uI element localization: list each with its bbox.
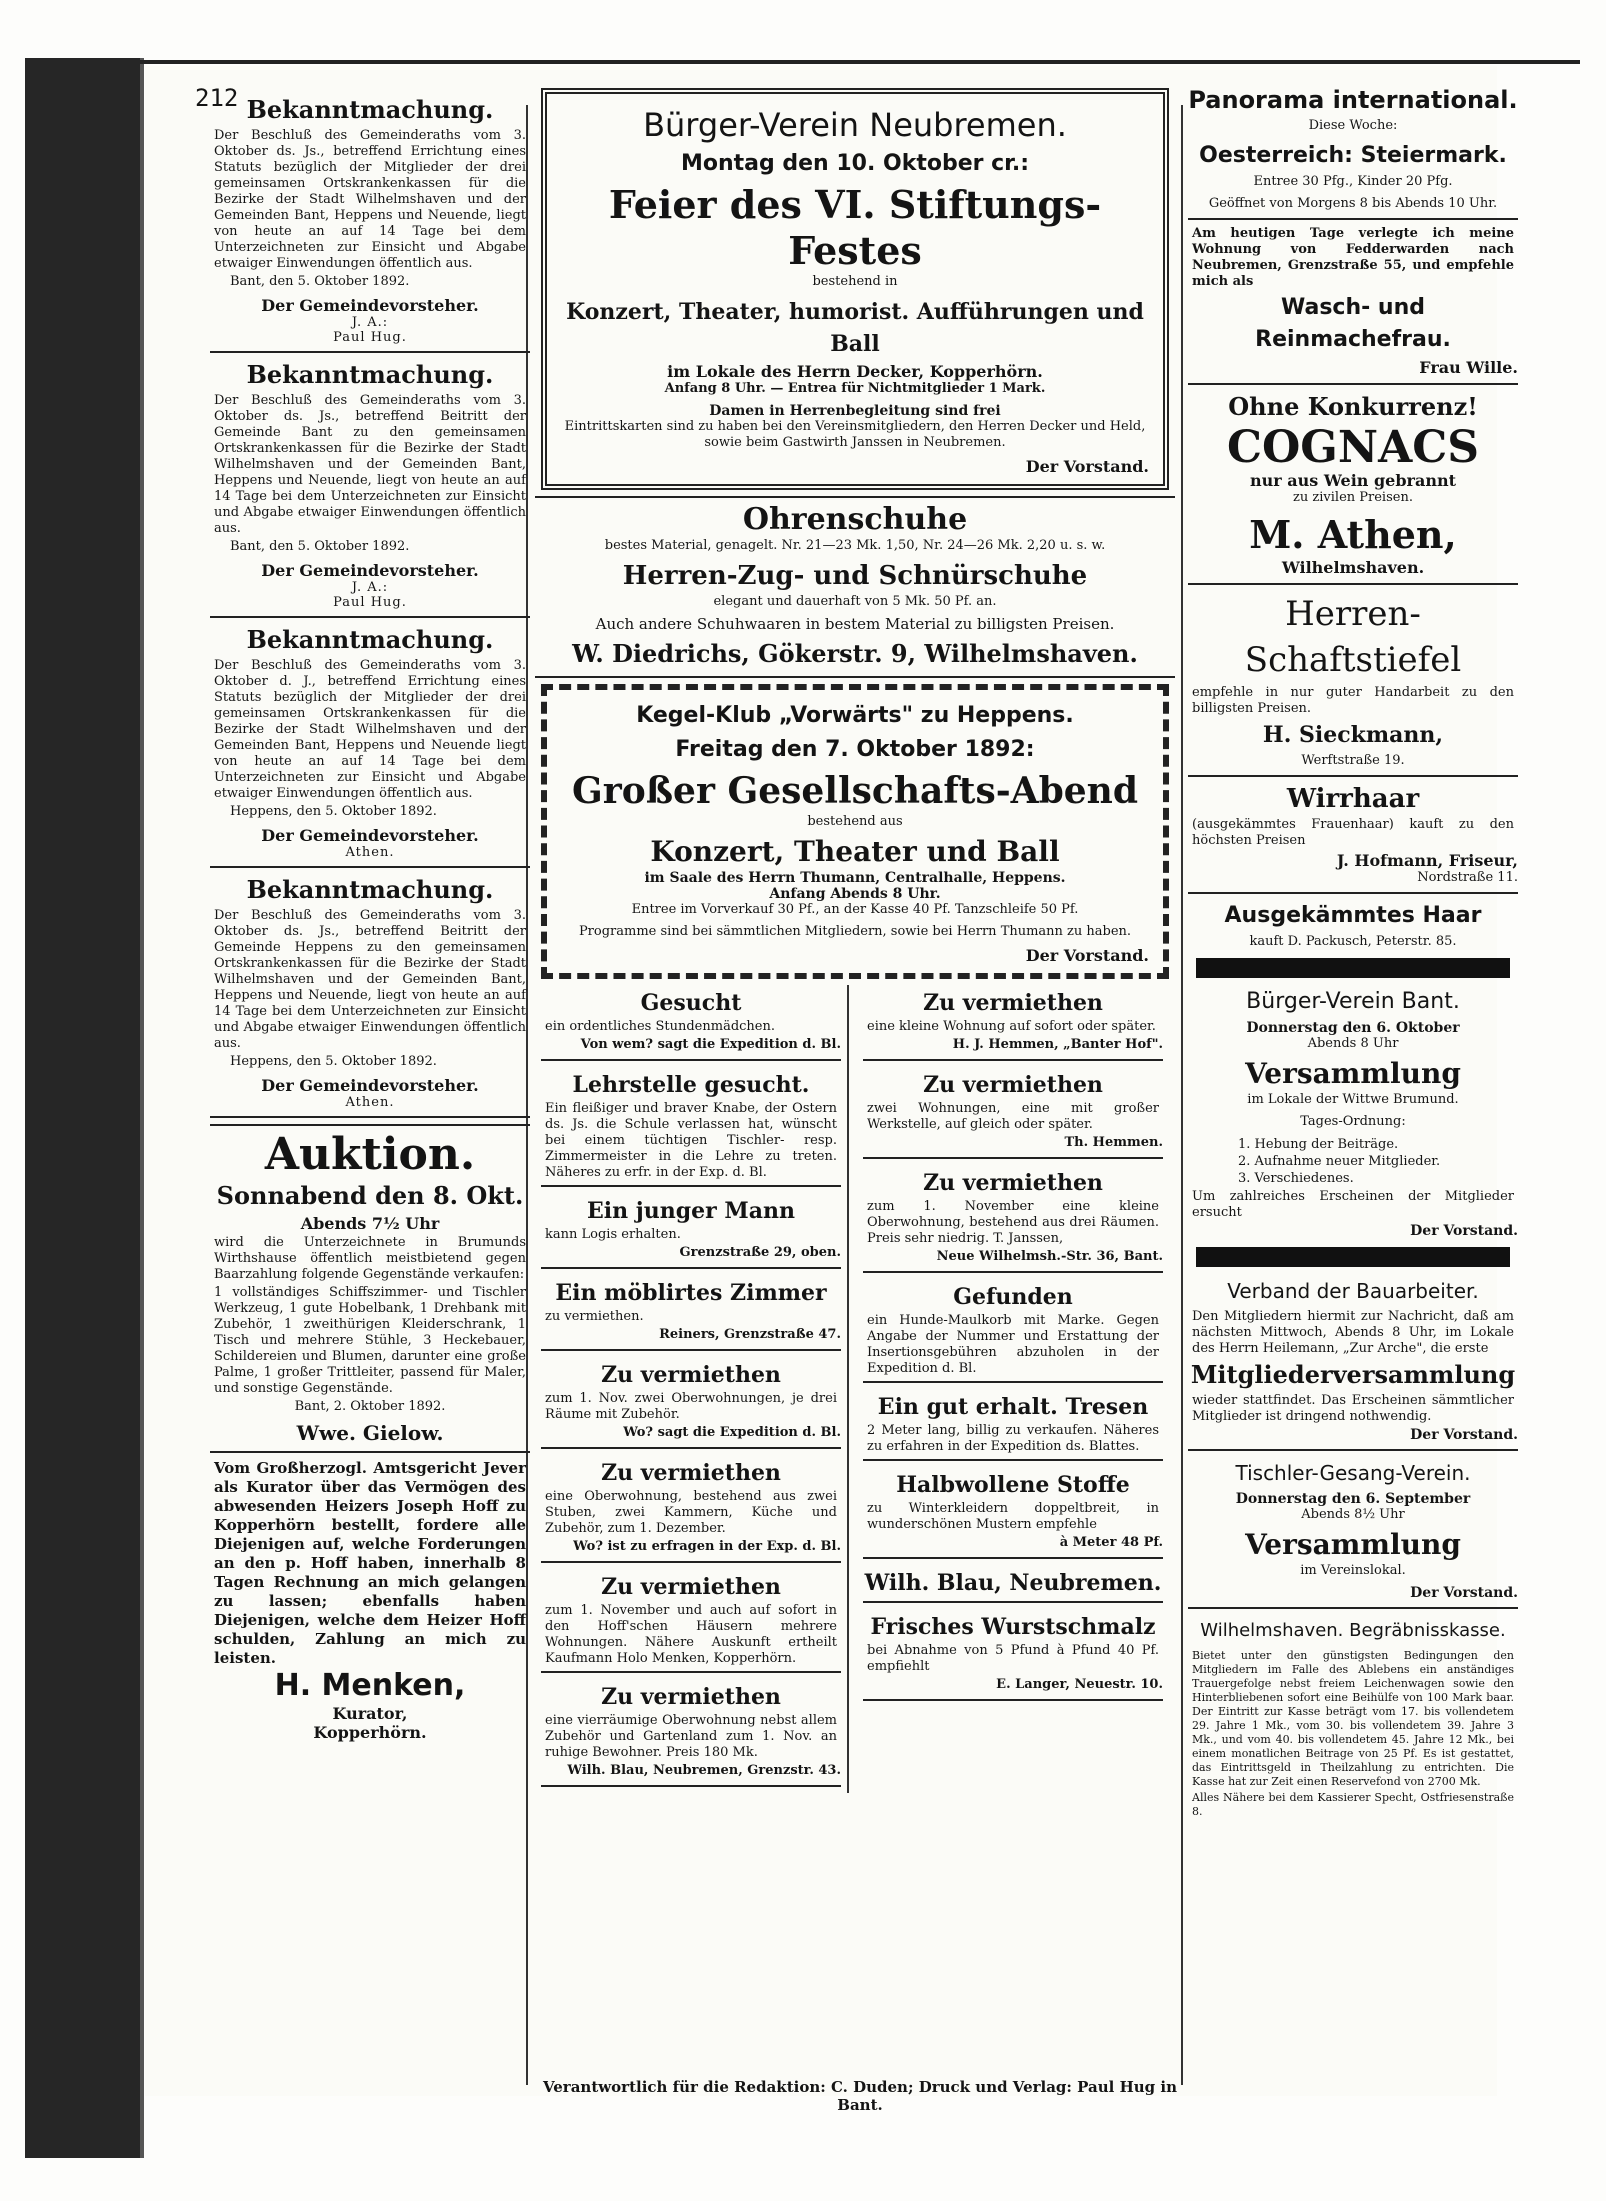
bant-event: Versammlung	[1245, 1057, 1461, 1090]
verein-neubremen-ad	[541, 88, 1169, 490]
notice	[210, 94, 530, 353]
divider	[863, 1601, 1163, 1603]
panorama-entry: Entree 30 Pfg., Kinder 20 Pfg.	[1253, 174, 1453, 189]
classified-ad	[857, 1609, 1169, 1707]
kegel-klub-ad	[541, 684, 1169, 979]
wirrhaar-body: (ausgekämmtes Frauenhaar) kauft zu den höchsten Preisen	[1192, 817, 1514, 848]
divider	[541, 1349, 841, 1351]
kasse-title: Wilhelmshaven. Begräbnisskasse.	[1200, 1620, 1506, 1641]
kegel-event: Großer Gesellschafts-Abend	[571, 770, 1138, 812]
panorama-title: Panorama international.	[1188, 86, 1518, 114]
ad-title: Zu vermiethen	[601, 1574, 781, 1600]
verein-sig: Der Vorstand.	[1025, 457, 1149, 476]
kegel-programs: Programme sind bei sämmtlichen Mitgliedern, sowie bei Herrn Thumann zu haben.	[578, 924, 1132, 939]
kegel-bestehend: bestehend aus	[807, 814, 903, 829]
agenda-item: 2. Aufnahme neuer Mitglieder.	[1238, 1154, 1441, 1169]
notice-date: Heppens, den 5. Oktober 1892.	[230, 1054, 437, 1069]
notice-date: Bant, den 5. Oktober 1892.	[230, 274, 410, 289]
auction-time: Abends 7½ Uhr	[300, 1214, 440, 1233]
cognac-l2: COGNACS	[1226, 422, 1480, 473]
auction-date: Sonnabend den 8. Okt.	[216, 1181, 524, 1210]
cognac-l1: Ohne Konkurrenz!	[1228, 392, 1478, 421]
kegel-title: Kegel-Klub „Vorwärts" zu Heppens.	[636, 703, 1074, 728]
verein-start: Anfang 8 Uhr. — Entrea für Nichtmitglieder 1 Mark.	[664, 381, 1046, 396]
notice-sig: Der Gemeindevorsteher.	[261, 1076, 479, 1095]
auction-sig: Wwe. Gielow.	[296, 1421, 444, 1445]
divider	[541, 1059, 841, 1061]
panorama-hours: Geöffnet von Morgens 8 bis Abends 10 Uhr.	[1208, 196, 1498, 211]
ad-body: 2 Meter lang, billig zu verkaufen. Näheres zu erfahren in der Expedition ds. Blattes.	[867, 1423, 1159, 1454]
divider	[541, 1185, 841, 1187]
notice-body: Der Beschluß des Gemeinderaths vom 3. Oktober ds. Js., betreffend Beitritt der Gemeinde Bant zu den gemeinsamen Ortskrankenkassen für die Bezirke der Stadt Wilhelmshaven und der Gemeinden Bant, Heppens und Neuende, liegt von heute an auf 14 Tage bei dem Unterzeichneten zur Einsicht und Abgabe etwaiger Einwendungen öffentlich aus.	[214, 393, 526, 536]
ad-body: ein Hunde-Maulkorb mit Marke. Gegen Angabe der Nummer und Erstattung der Insertionsgebühren abzuholen in der Expedition d. Bl.	[867, 1313, 1159, 1376]
classified-ad	[857, 985, 1169, 1067]
classified-ad	[535, 1275, 847, 1357]
classified-ad	[857, 1467, 1169, 1565]
tischler-place: im Vereinslokal.	[1300, 1563, 1406, 1578]
kurator-place: Kopperhörn.	[313, 1723, 427, 1742]
ad-body: ein ordentliches Stundenmädchen.	[545, 1019, 775, 1034]
ad-title: Gesucht	[640, 990, 742, 1016]
kurator-body: Vom Großherzogl. Amtsgericht Jever als Kurator über das Vermögen des abwesenden Heizers Joseph Hoff zu Kopperhörn bestellt, fordere alle Diejenigen auf, welche Forderungen an den p. Hoff haben, innerhalb 8 Tagen Rechnung an mich gelangen zu lassen; ebenfalls haben Diejenigen, welche dem Heizer Hoff schulden, Zahlung an mich zu leisten.	[214, 1459, 526, 1667]
haar-body: kauft D. Packusch, Peterstr. 85.	[1249, 934, 1457, 949]
notice-title: Bekanntmachung.	[246, 360, 494, 389]
bant-title: Bürger-Verein Bant.	[1246, 989, 1460, 1014]
ad-body: zum 1. November eine kleine Oberwohnung, bestehend aus drei Räumen. Preis sehr niedrig. T. Janssen,	[867, 1199, 1159, 1246]
shoes-l1: bestes Material, genagelt. Nr. 21—23 Mk. 1,50, Nr. 24—26 Mk. 2,20 u. s. w.	[604, 538, 1106, 553]
ad-body: bei Abnahme von 5 Pfund à Pfund 40 Pf. empfiehlt	[867, 1643, 1159, 1674]
verein-place: im Lokale des Herrn Decker, Kopperhörn.	[667, 362, 1043, 381]
classifieds-right	[849, 985, 1169, 1707]
notice	[210, 624, 530, 868]
ad-title: Ein junger Mann	[587, 1198, 795, 1224]
kasse-body: Bietet unter den günstigsten Bedingungen den Mitgliedern im Falle des Ablebens ein anständiges Trauergefolge nebst freiem Leichenwagen sowie den Hinterbliebenen sofort eine Beihülfe von 100 Mark baar. Der Eintritt zur Kasse beträgt vom 17. bis vollendetem 29. Jahre 1 Mk., vom 30. bis vollendetem 39. Jahre 3 Mk., und vom 40. bis vollendetem 45. Jahre 12 Mk., bei einem monatlichen Beitrage von 25 Pf. Es ist gestattet, das Eintrittsgeld in Theilzahlung zu entrichten. Die Kasse hat zur Zeit einen Reservefond von 2700 Mk.	[1192, 1649, 1514, 1788]
ad-title: Halbwollene Stoffe	[896, 1472, 1130, 1498]
agenda-item: 1. Hebung der Beiträge.	[1238, 1137, 1399, 1152]
ad-title: Lehrstelle gesucht.	[572, 1072, 810, 1098]
classified-ad	[535, 985, 847, 1067]
verein-program: Konzert, Theater, humorist. Aufführungen und Ball	[566, 299, 1144, 357]
page-number: 212	[195, 84, 239, 112]
ad-body: eine kleine Wohnung auf sofort oder später.	[867, 1019, 1156, 1034]
ad-title: Frisches Wurstschmalz	[870, 1614, 1156, 1640]
haar-title: Ausgekämmtes Haar	[1224, 903, 1482, 928]
panorama-place: Oesterreich: Steiermark.	[1199, 143, 1507, 168]
kegel-program: Konzert, Theater und Ball	[650, 835, 1060, 868]
divider	[863, 1557, 1163, 1559]
notice-sig: Der Gemeindevorsteher.	[261, 561, 479, 580]
ad-foot: Th. Hemmen.	[1064, 1135, 1163, 1150]
notice-body: Der Beschluß des Gemeinderaths vom 3. Oktober ds. Js., betreffend Errichtung eines Statuts bezüglich der Mitglieder der drei gemeinsamen Ortskrankenkassen für die Bezirke der Stadt Wilhelmshaven und der Gemeinden Bant, Heppens und Neuende, liegt von heute an auf 14 Tage bei dem Unterzeichneten zur Einsicht und Abgabe etwaiger Einwendungen öffentlich aus.	[214, 128, 526, 271]
column-middle	[535, 82, 1175, 1793]
ad-foot: Reiners, Grenzstraße 47.	[659, 1327, 841, 1342]
divider	[541, 1785, 841, 1787]
column-rule	[1181, 105, 1183, 2085]
tischler-time: Abends 8½ Uhr	[1301, 1507, 1405, 1522]
classifieds-left	[535, 985, 849, 1793]
shoes-l4: Auch andere Schuhwaaren in bestem Material zu billigsten Preisen.	[595, 615, 1115, 633]
tischler-title: Tischler-Gesang-Verein.	[1235, 1461, 1471, 1485]
verein-ladies: Damen in Herrenbegleitung sind frei	[709, 403, 1001, 419]
notice	[210, 874, 530, 1118]
boots-sig: H. Sieckmann,	[1262, 722, 1444, 748]
ad-body: zwei Wohnungen, eine mit großer Werkstelle, auf gleich oder später.	[867, 1101, 1159, 1132]
notice-sub1: J. A.:	[351, 315, 389, 330]
ad-title: Zu vermiethen	[923, 990, 1103, 1016]
classified-ad	[535, 1569, 847, 1679]
ad-body: zu Winterkleidern doppeltbreit, in wunderschönen Mustern empfehle	[867, 1501, 1159, 1532]
notice-sub2: Paul Hug.	[333, 330, 407, 345]
kasse-foot: Alles Nähere bei dem Kassierer Specht, Ostfriesenstraße 8.	[1192, 1791, 1514, 1818]
ad-title: Gefunden	[953, 1284, 1073, 1310]
kegel-start: Anfang Abends 8 Uhr.	[769, 886, 941, 902]
wirrhaar-sig: J. Hofmann, Friseur,	[1336, 851, 1518, 870]
shoes-l5: W. Diedrichs, Gökerstr. 9, Wilhelmshaven.	[572, 639, 1138, 668]
ad-title: Zu vermiethen	[601, 1460, 781, 1486]
ad-foot: H. J. Hemmen, „Banter Hof".	[952, 1037, 1163, 1052]
bau-sig: Der Vorstand.	[1410, 1427, 1518, 1443]
ad-body: eine vierräumige Oberwohnung nebst allem Zubehör und Gartenland zum 1. Nov. an ruhige Bewohner. Preis 180 Mk.	[545, 1713, 837, 1760]
ad-body: Ein fleißiger und braver Knabe, der Ostern ds. Js. die Schule verlassen hat, wünscht bei einem tüchtigen Tischler- resp. Zimmermeister in die Lehre zu treten. Näheres zu erfr. in der Exp. d. Bl.	[545, 1101, 837, 1180]
notice-sig: Der Gemeindevorsteher.	[261, 826, 479, 845]
verein-fest: Feier des VI. Stiftungs-Festes	[608, 182, 1102, 273]
ad-title: Zu vermiethen	[601, 1362, 781, 1388]
kegel-sig: Der Vorstand.	[1025, 946, 1149, 965]
ad-title: Zu vermiethen	[601, 1684, 781, 1710]
notice-title: Bekanntmachung.	[246, 875, 494, 904]
tischler-date: Donnerstag den 6. September	[1235, 1491, 1471, 1507]
column-left	[210, 92, 530, 1742]
tischler-event: Versammlung	[1245, 1528, 1461, 1561]
divider	[863, 1699, 1163, 1701]
bau-title: Verband der Bauarbeiter.	[1227, 1279, 1479, 1303]
shoes-title: Ohrenschuhe	[742, 502, 968, 537]
notice-title: Bekanntmachung.	[246, 95, 494, 124]
bant-note: Um zahlreiches Erscheinen der Mitglieder ersucht	[1192, 1189, 1514, 1220]
classified-ad	[857, 1565, 1169, 1609]
wille-sig: Frau Wille.	[1419, 358, 1518, 377]
divider	[210, 351, 530, 353]
ad-body: kann Logis erhalten.	[545, 1227, 681, 1242]
notice-sub1: J. A.:	[351, 580, 389, 595]
divider	[210, 866, 530, 868]
cognac-l4: zu zivilen Preisen.	[1293, 490, 1413, 505]
bau-body2: wieder stattfindet. Das Erscheinen sämmtlicher Mitglieder ist dringend nothwendig.	[1192, 1393, 1514, 1424]
shoes-l3: elegant und dauerhaft von 5 Mk. 50 Pf. an.	[713, 594, 997, 609]
ad-foot: Von wem? sagt die Expedition d. Bl.	[580, 1037, 841, 1052]
cognac-l3: nur aus Wein gebrannt	[1250, 471, 1456, 490]
black-rule	[1196, 958, 1510, 978]
ad-title: Zu vermiethen	[923, 1072, 1103, 1098]
ad-foot: Wilh. Blau, Neubremen, Grenzstr. 43.	[567, 1763, 841, 1778]
divider	[863, 1271, 1163, 1273]
ad-body: zum 1. November und auch auf sofort in den Hoff'schen Häusern mehrere Wohnungen. Nähere Auskunft ertheilt Kaufmann Holo Menken, Kopperhörn.	[545, 1603, 837, 1666]
ad-foot: Neue Wilhelmsh.-Str. 36, Bant.	[936, 1249, 1163, 1264]
ad-body: zu vermiethen.	[545, 1309, 644, 1324]
ad-body: eine Oberwohnung, bestehend aus zwei Stuben, zwei Kammern, Küche und Zubehör, zum 1. Dezember.	[545, 1489, 837, 1536]
ad-title: Ein möblirtes Zimmer	[555, 1280, 827, 1306]
ad-foot: Wo? ist zu erfragen in der Exp. d. Bl.	[573, 1539, 841, 1554]
classified-ad	[857, 1279, 1169, 1389]
ad-foot: à Meter 48 Pf.	[1059, 1535, 1163, 1550]
kegel-place: im Saale des Herrn Thumann, Centralhalle, Heppens.	[644, 870, 1066, 886]
tischler-sig: Der Vorstand.	[1410, 1585, 1518, 1601]
classified-ad	[535, 1455, 847, 1569]
auction-date2: Bant, 2. Oktober 1892.	[294, 1399, 446, 1414]
shoes-l2: Herren-Zug- und Schnürschuhe	[622, 561, 1088, 591]
verein-title: Bürger-Verein Neubremen.	[643, 106, 1067, 144]
ad-foot: E. Langer, Neuestr. 10.	[996, 1677, 1163, 1692]
divider	[210, 616, 530, 618]
classified-ad	[535, 1679, 847, 1793]
kegel-date: Freitag den 7. Oktober 1892:	[675, 737, 1035, 762]
classified-ad	[535, 1357, 847, 1455]
notice-title: Bekanntmachung.	[246, 625, 494, 654]
bant-time: Abends 8 Uhr	[1307, 1036, 1399, 1051]
divider	[863, 1459, 1163, 1461]
auction-body: wird die Unterzeichnete in Brumunds Wirthshause öffentlich meistbietend gegen Baarzahlung folgende Gegenstände verkaufen:	[214, 1235, 526, 1282]
kurator-role: Kurator,	[332, 1704, 408, 1723]
cognac-l5: M. Athen,	[1249, 512, 1457, 557]
notice-date: Bant, den 5. Oktober 1892.	[230, 539, 410, 554]
notice-sig: Der Gemeindevorsteher.	[261, 296, 479, 315]
ad-foot: Grenzstraße 29, oben.	[679, 1245, 841, 1260]
divider	[210, 1116, 530, 1118]
notice-body: Der Beschluß des Gemeinderaths vom 3. Oktober ds. Js., betreffend Beitritt der Gemeinde Heppens zu den gemeinsamen Ortskrankenkassen für die Bezirke der Stadt Wilhelmshaven und der Gemeinden Bant, Heppens und Neuende, liegt von heute an auf 14 Tage bei dem Unterzeichneten zur Einsicht und Abgabe etwaiger Einwendungen öffentlich aus.	[214, 908, 526, 1051]
divider	[541, 1267, 841, 1269]
verein-bestehend: bestehend in	[812, 274, 898, 289]
boots-addr: Werftstraße 19.	[1301, 753, 1405, 768]
bau-body: Den Mitgliedern hiermit zur Nachricht, daß am nächsten Mittwoch, Abends 8 Uhr, im Lokale des Herrn Heilemann, „Zur Arche", die erste	[1192, 1309, 1514, 1356]
divider	[541, 1447, 841, 1449]
kegel-entry: Entree im Vorverkauf 30 Pf., an der Kasse 40 Pf. Tanzschleife 50 Pf.	[631, 902, 1079, 917]
bant-agenda: Tages-Ordnung:	[1300, 1114, 1406, 1129]
bant-place: im Lokale der Wittwe Brumund.	[1247, 1092, 1459, 1107]
notice-sub2: Paul Hug.	[333, 595, 407, 610]
ad-foot: Wo? sagt die Expedition d. Bl.	[623, 1425, 841, 1440]
kurator-name: H. Menken,	[274, 1668, 466, 1703]
panorama-week: Diese Woche:	[1308, 118, 1398, 133]
page-edge	[140, 60, 1580, 64]
verein-date: Montag den 10. Oktober cr.:	[680, 151, 1030, 176]
auction-title: Auktion.	[264, 1129, 476, 1180]
ad-title: Ein gut erhalt. Tresen	[877, 1394, 1149, 1420]
verein-tickets: Eintrittskarten sind zu haben bei den Vereinsmitgliedern, den Herren Decker und Held, sowie beim Gastwirth Janssen in Neubremen.	[564, 419, 1146, 450]
divider	[541, 1561, 841, 1563]
classified-ad	[535, 1193, 847, 1275]
classified-ad	[857, 1067, 1169, 1165]
notice-date: Heppens, den 5. Oktober 1892.	[230, 804, 437, 819]
auction-items: 1 vollständiges Schiffszimmer- und Tischler Werkzeug, 1 gute Hobelbank, 1 Drehbank mit Zubehör, 1 zweithürigen Kleiderschrank, 1 Tisch und mehrere Stühle, 3 Heckebauer, Schildereien und Blumen, darunter eine große Palme, 1 großer Trittleiter, passend für Maler, und sonstige Gegenstände.	[214, 1285, 526, 1396]
divider	[863, 1381, 1163, 1383]
notice-sub1: Athen.	[345, 845, 395, 860]
ad-title: Wilh. Blau, Neubremen.	[864, 1570, 1162, 1596]
agenda-item: 3. Verschiedenes.	[1238, 1171, 1354, 1186]
classified-ad	[535, 1067, 847, 1193]
classified-ad	[857, 1389, 1169, 1467]
divider	[541, 1671, 841, 1673]
notice-sub1: Athen.	[345, 1095, 395, 1110]
wirrhaar-title: Wirrhaar	[1286, 784, 1420, 814]
notice-body: Der Beschluß des Gemeinderaths vom 3. Oktober d. J., betreffend Errichtung eines Statuts bezüglich der Mitglieder der drei gemeinsamen Ortskrankenkassen für die Bezirke der Stadt Wilhelmshaven und der Gemeinden Bant, Heppens und Neuende liegt von heute an auf 14 Tage bei dem Unterzeichneten zur Einsicht und Abgabe etwaiger Einwendungen öffentlich aus.	[214, 658, 526, 801]
bant-date: Donnerstag den 6. Oktober	[1246, 1020, 1460, 1036]
column-right	[1188, 82, 1518, 1821]
wirrhaar-addr: Nordstraße 11.	[1417, 870, 1518, 885]
divider	[863, 1157, 1163, 1159]
boots-title: Herren-Schaftstiefel	[1244, 594, 1462, 680]
ad-title: Zu vermiethen	[923, 1170, 1103, 1196]
bau-event: Mitgliederversammlung	[1190, 1360, 1516, 1389]
shoes-ad	[535, 504, 1175, 670]
imprint-footer: Verantwortlich für die Redaktion: C. Duden; Druck und Verlag: Paul Hug in Bant.	[542, 2078, 1177, 2114]
notice	[210, 359, 530, 618]
book-binding	[25, 58, 144, 2158]
wille-job: Wasch- und Reinmachefrau.	[1255, 295, 1451, 352]
ad-body: zum 1. Nov. zwei Oberwohnungen, je drei Räume mit Zubehör.	[545, 1391, 837, 1422]
black-rule	[1196, 1247, 1510, 1267]
boots-body: empfehle in nur guter Handarbeit zu den billigsten Preisen.	[1192, 685, 1514, 716]
classified-ad	[857, 1165, 1169, 1279]
divider	[863, 1059, 1163, 1061]
bant-sig: Der Vorstand.	[1410, 1223, 1518, 1239]
cognac-l6: Wilhelmshaven.	[1281, 558, 1425, 577]
wille-body: Am heutigen Tage verlegte ich meine Wohnung von Fedderwarden nach Neubremen, Grenzstraße 55, und empfehle mich als	[1192, 226, 1514, 289]
